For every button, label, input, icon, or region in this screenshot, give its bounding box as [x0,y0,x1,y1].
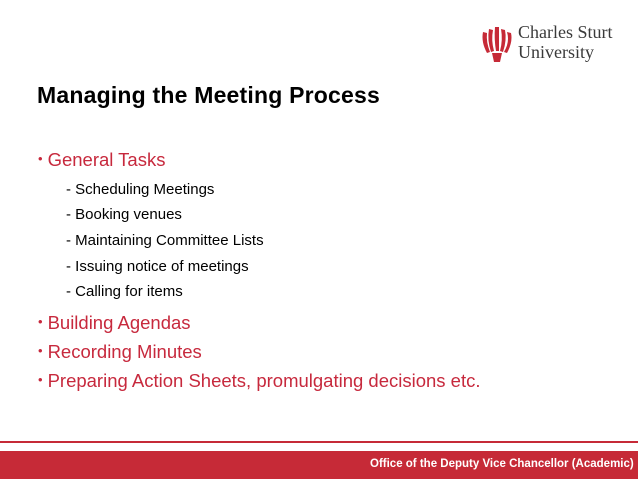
bullet-building-agendas [38,312,191,334]
bullet-recording-minutes [38,341,202,363]
subitem-scheduling-meetings: - Scheduling Meetings [66,181,215,198]
subitem-booking-venues: - Booking venues [66,206,182,223]
bullet-dot-icon: • [38,372,43,387]
footer-text: Office of the Deputy Vice Chancellor (Academic) [370,458,634,470]
logo-line-1: Charles Sturt [518,22,613,42]
bullet-label: Recording Minutes [47,341,202,362]
bullet-label: General Tasks [47,149,166,170]
bullet-general-tasks [38,149,165,171]
bullet-dot-icon: • [38,343,43,358]
bullet-dot-icon: • [38,151,43,166]
logo-wordmark [518,22,613,62]
slide-title: Managing the Meeting Process [37,82,380,108]
bullet-label: Building Agendas [47,312,191,333]
bullet-label: Preparing Action Sheets, promulgating decisions etc. [47,370,481,391]
waratah-logo-icon [478,22,516,64]
bullet-preparing-action-sheets [38,370,481,392]
logo-line-2: University [518,42,594,62]
subitem-issuing-notice: - Issuing notice of meetings [66,258,249,275]
bullet-dot-icon: • [38,314,43,329]
subitem-calling-for-items: - Calling for items [66,283,183,300]
subitem-maintaining-committee-lists: - Maintaining Committee Lists [66,232,264,249]
university-logo [478,22,628,64]
footer-divider [0,441,638,443]
